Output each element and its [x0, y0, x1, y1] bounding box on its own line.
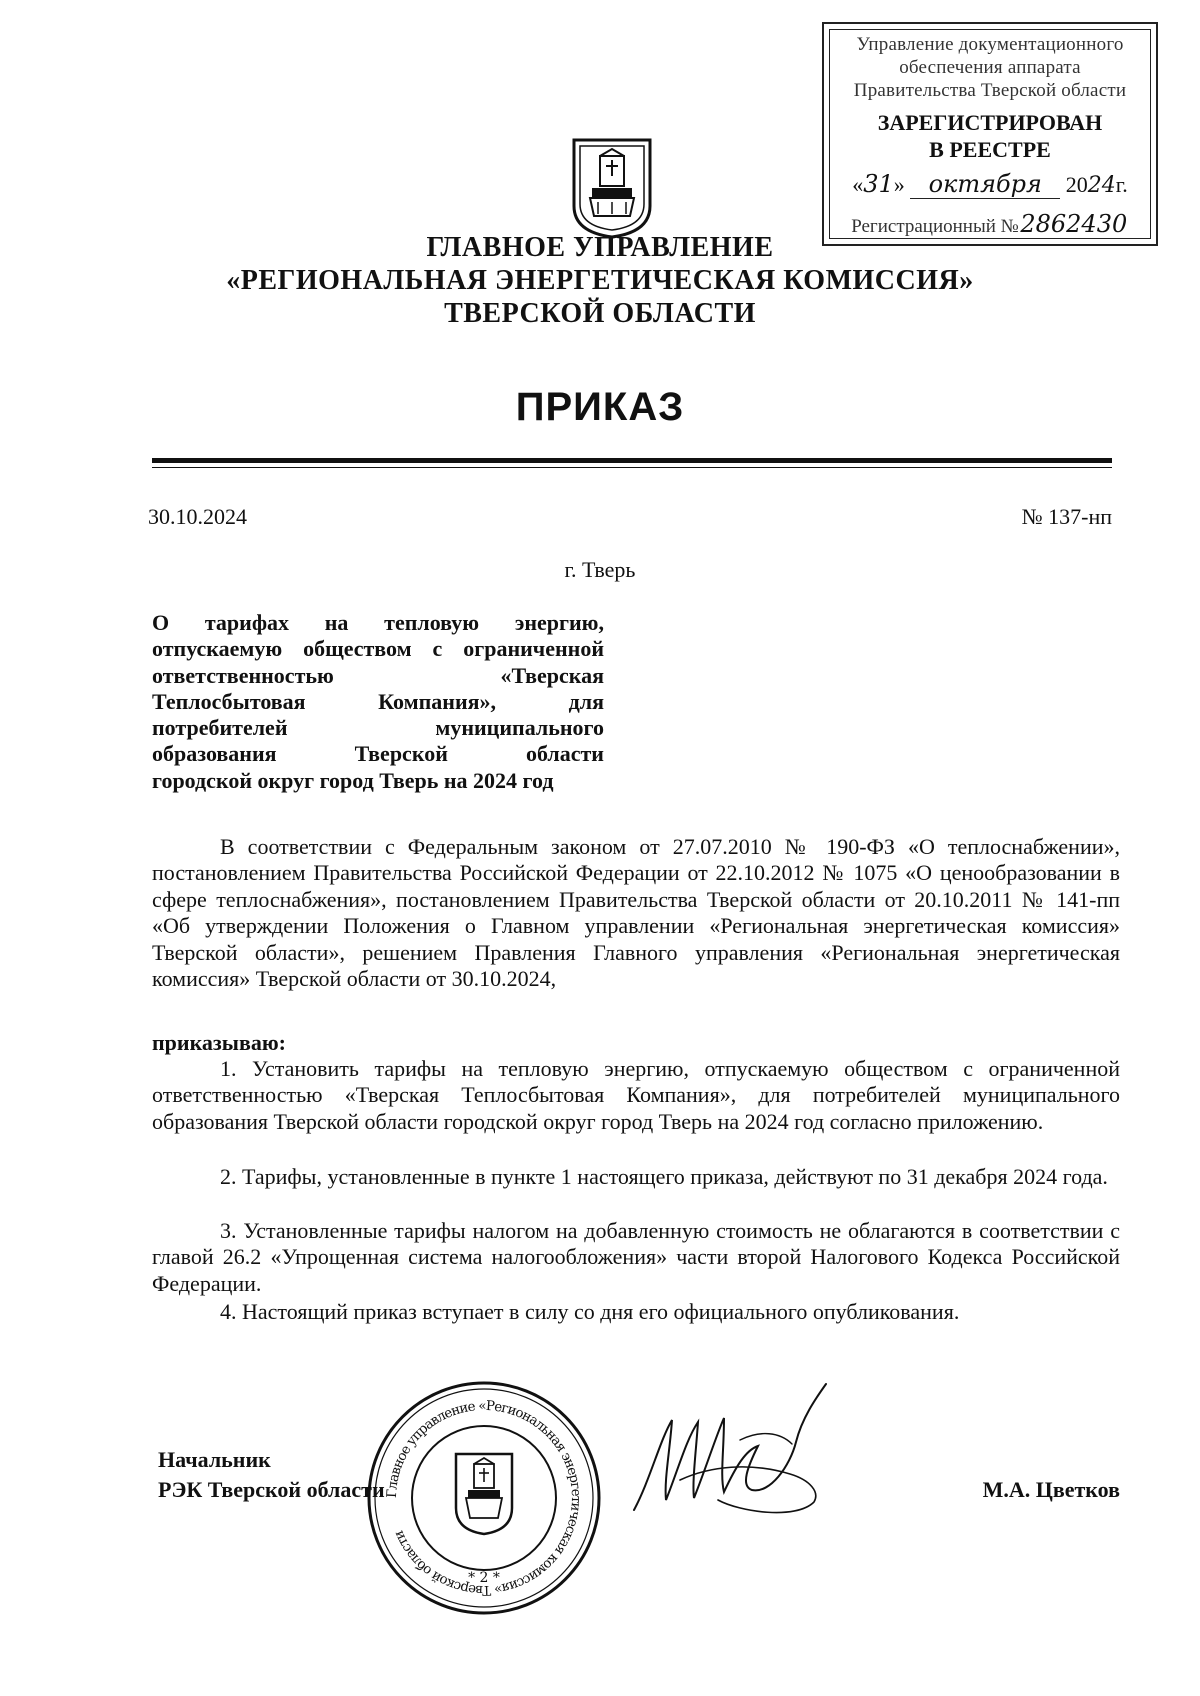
signatory-title-line2: РЭК Тверской области	[158, 1477, 385, 1502]
document-subject	[152, 610, 604, 794]
stamp-registration-date	[830, 170, 1150, 199]
seal-ring-text: Главное управление «Региональная энергетическая комиссия» Тверской области	[384, 1398, 584, 1598]
subject-line5: потребителей муниципального	[152, 715, 604, 741]
signatory-title-line1: Начальник	[158, 1447, 271, 1472]
stamp-date-year-prefix: 20	[1065, 172, 1088, 197]
subject-line4: Теплосбытовая Компания», для	[152, 688, 604, 714]
stamp-date-month: октября	[910, 170, 1060, 199]
handwritten-signature	[620, 1370, 840, 1540]
stamp-date-year-suffix: 24	[1087, 173, 1116, 198]
document-number: № 137-нп	[1021, 504, 1112, 529]
stamp-reg-label: Регистрационный №	[851, 216, 1019, 237]
stamp-dept-line3: Правительства Тверской области	[853, 80, 1127, 101]
registration-stamp	[822, 22, 1158, 246]
document-date: 30.10.2024	[148, 504, 247, 529]
authority-name-line3: ТВЕРСКОЙ ОБЛАСТИ	[444, 298, 756, 329]
subject-line1: О тарифах на тепловую энергию,	[152, 610, 604, 635]
stamp-reg-number: 2862430	[1020, 210, 1128, 238]
body-item-4: 4. Настоящий приказ вступает в силу со дня его официального опубликования.	[220, 1299, 960, 1324]
subject-line2: отпускаемую обществом с ограниченной	[152, 636, 604, 662]
stamp-status-line1: ЗАРЕГИСТРИРОВАН	[877, 110, 1103, 135]
header-rule-thick	[152, 458, 1112, 463]
stamp-dept-line2: обеспечения аппарата	[899, 57, 1081, 78]
authority-name-line1: ГЛАВНОЕ УПРАВЛЕНИЕ	[426, 232, 774, 263]
subject-line6: образования Тверской области	[152, 741, 604, 767]
subject-line3: ответственностью «Тверская	[152, 662, 604, 688]
coat-of-arms-emblem	[570, 136, 654, 240]
stamp-date-day: 31	[863, 170, 894, 198]
subject-line7: городской округ город Тверь на 2024 год	[152, 767, 554, 793]
stamp-date-close-quote: »	[893, 172, 905, 197]
body-item-1: 1. Установить тарифы на тепловую энергию, отпускаемую обществом с ограниченной ответственностью «Тверская Теплосбытовая Компания», для потребителей муниципального образования Тверской области городской округ город Тверь на 2024 год согласно приложению.	[152, 1056, 1120, 1134]
stamp-status-line2: В РЕЕСТРЕ	[929, 137, 1051, 162]
body-item-3: 3. Установленные тарифы налогом на добавленную стоимость не облагаются в соответствии с главой 26.2 «Упрощенная система налогообложения» части второй Налогового Кодекса Российской Федерации.	[152, 1218, 1120, 1296]
seal-coat-of-arms-icon	[456, 1454, 512, 1534]
document-type-title: ПРИКАЗ	[515, 385, 685, 429]
stamp-dept-line1: Управление документационного	[856, 34, 1124, 55]
body-order-word: приказываю:	[152, 1030, 286, 1055]
header-rule-thin	[152, 467, 1112, 468]
official-seal	[364, 1378, 604, 1618]
signatory-name: М.А. Цветков	[982, 1477, 1120, 1502]
body-preamble: В соответствии с Федеральным законом от 27.07.2010 № 190-ФЗ «О теплоснабжении», постановлением Правительства Российской Федерации от 22.10.2012 № 1075 «О ценообразовании в сфере теплоснабжения», постановлением Правительства Тверской области от 20.10.2011 № 141-пп «Об утверждении Положения о Главном управлении «Региональная энергетическая комиссия» Тверской области», решением Правления Главного управления «Региональная энергетическая комиссия» Тверской области от 30.10.2024,	[152, 834, 1120, 992]
authority-name-line2: «РЕГИОНАЛЬНАЯ ЭНЕРГЕТИЧЕСКАЯ КОМИССИЯ»	[226, 265, 974, 296]
stamp-date-open-quote: «	[852, 172, 864, 197]
registration-stamp-inner-border	[829, 29, 1151, 239]
stamp-date-year-unit: г.	[1115, 172, 1128, 197]
document-city: г. Тверь	[564, 557, 636, 582]
body-item-2: 2. Тарифы, установленные в пункте 1 настоящего приказа, действуют по 31 декабря 2024 года.	[220, 1164, 1108, 1189]
seal-center-mark: * 2 *	[468, 1570, 500, 1586]
